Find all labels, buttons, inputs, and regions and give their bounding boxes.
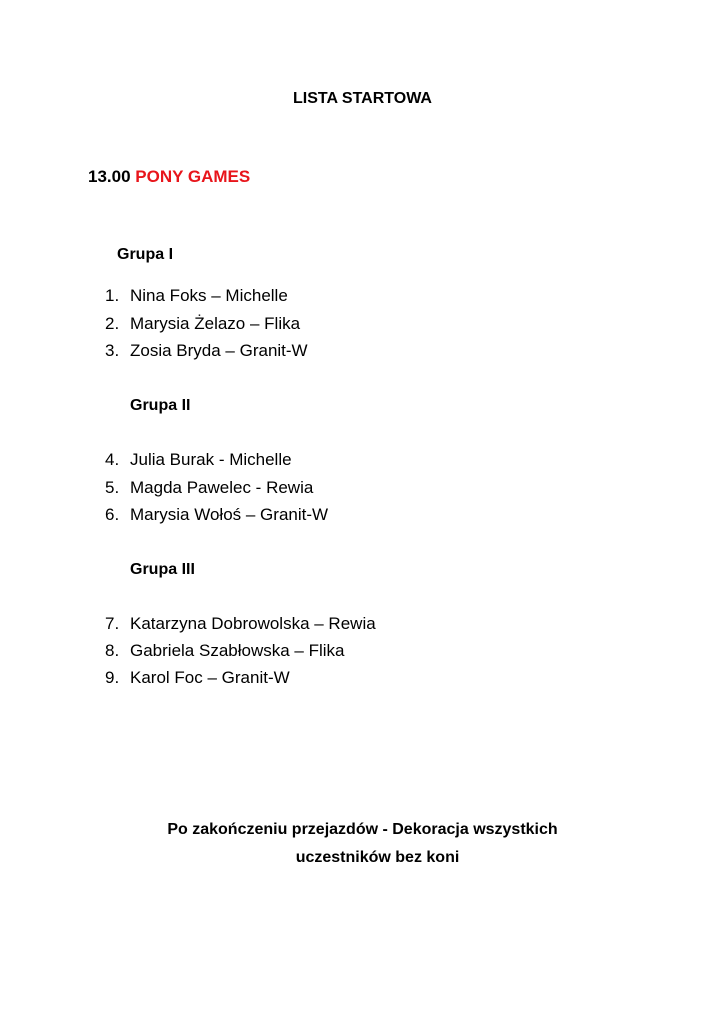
list-item-number: 2. (105, 314, 120, 333)
session-name: PONY GAMES (135, 167, 251, 186)
list-item (105, 341, 308, 361)
footer-line-2: uczestników bez koni (295, 849, 460, 866)
list-item-text: Nina Foks – Michelle (130, 286, 288, 305)
list-item (105, 478, 313, 498)
list-item-number: 7. (105, 614, 120, 633)
footer-line-1: Po zakończeniu przejazdów - Dekoracja wszystkich (167, 821, 558, 838)
list-item-number: 3. (105, 341, 120, 360)
list-item (105, 286, 288, 306)
list-item-text: Marysia Wołoś – Granit-W (130, 505, 329, 524)
list-item-number: 6. (105, 505, 120, 524)
group-heading-2: Grupa II (130, 397, 191, 414)
group-heading-1: Grupa I (117, 246, 174, 263)
list-item-number: 1. (105, 286, 120, 305)
session-heading (88, 167, 250, 187)
page-title: LISTA STARTOWA (293, 90, 432, 107)
list-item (105, 314, 300, 334)
list-item-text: Katarzyna Dobrowolska – Rewia (130, 614, 376, 633)
session-time: 13.00 (88, 167, 131, 186)
list-item-text: Marysia Żelazo – Flika (130, 314, 301, 333)
list-item-number: 8. (105, 641, 120, 660)
list-item-number: 9. (105, 668, 120, 687)
group-heading-3: Grupa III (130, 561, 195, 578)
list-item-number: 4. (105, 450, 120, 469)
list-item-number: 5. (105, 478, 120, 497)
list-item-text: Zosia Bryda – Granit-W (130, 341, 308, 360)
list-item-text: Karol Foc – Granit-W (130, 668, 290, 687)
list-item (105, 668, 290, 688)
list-item (105, 641, 344, 661)
list-item (105, 614, 376, 634)
list-item-text: Julia Burak - Michelle (130, 450, 292, 469)
list-item-text: Magda Pawelec - Rewia (130, 478, 314, 497)
list-item-text: Gabriela Szabłowska – Flika (130, 641, 345, 660)
list-item (105, 450, 292, 470)
list-item (105, 505, 328, 525)
